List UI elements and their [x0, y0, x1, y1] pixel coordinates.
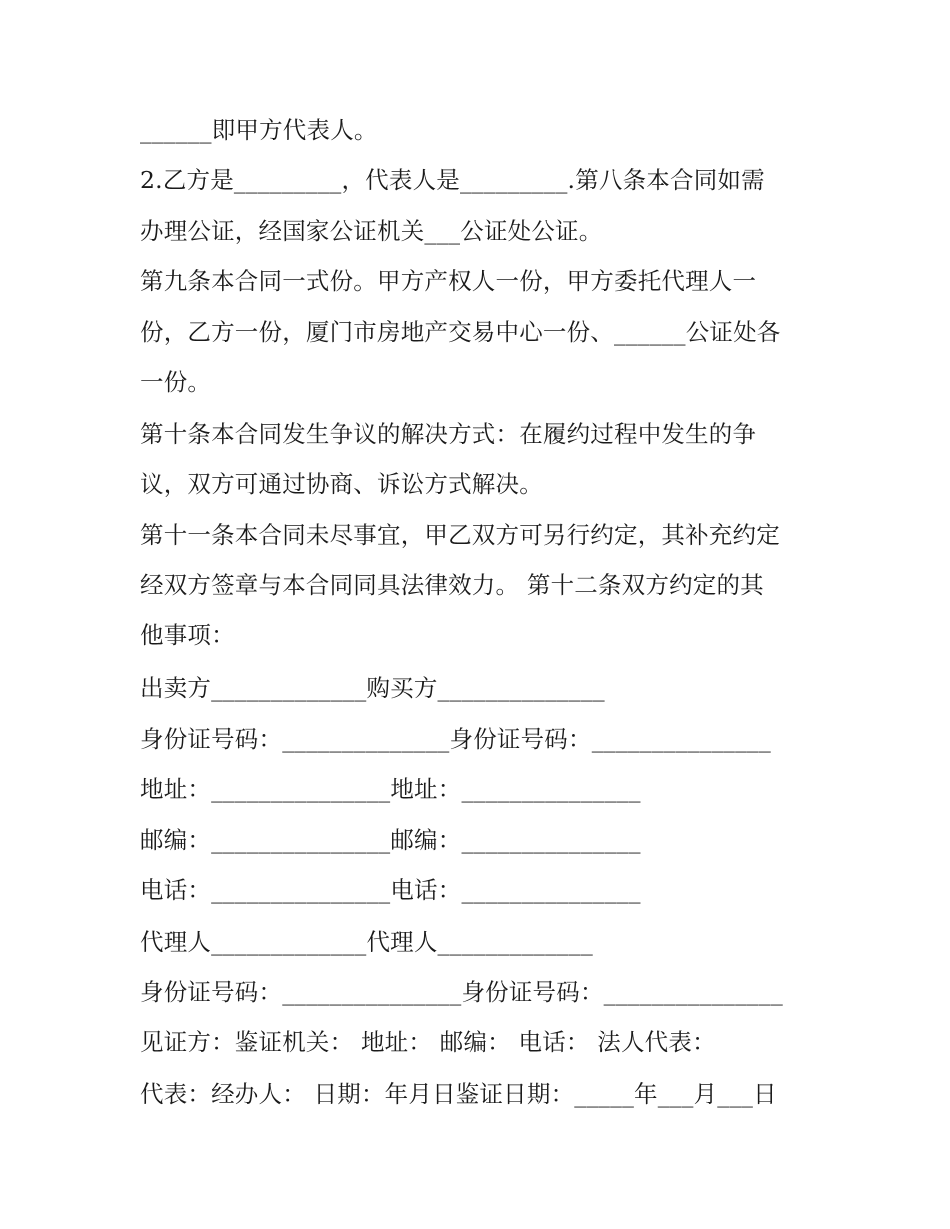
text-line-10: 经双方签章与本合同同具法律效力。 第十二条双方约定的其: [140, 571, 764, 599]
text-line-3: 办理公证，经国家公证机关___公证处公证。: [140, 217, 603, 245]
text-line-9: 第十一条本合同未尽事宜，甲乙双方可另行约定，其补充约定: [140, 521, 780, 549]
text-line-18: 身份证号码：_______________身份证号码：_______________: [140, 978, 783, 1006]
text-line-11: 他事项：: [140, 621, 235, 649]
text-line-20: 代表：经办人： 日期：年月日鉴证日期：_____年___月___日: [140, 1080, 777, 1108]
text-line-16: 电话：_______________电话：_______________: [140, 876, 641, 904]
text-line-1: ______即甲方代表人。: [140, 116, 378, 144]
text-line-15: 邮编：_______________邮编：_______________: [140, 826, 641, 854]
text-line-14: 地址：_______________地址：_______________: [140, 775, 641, 803]
text-line-6: 一份。: [140, 368, 212, 396]
text-line-17: 代理人_____________代理人_____________: [140, 928, 593, 956]
text-line-12: 出卖方_____________购买方______________: [140, 674, 605, 702]
text-line-5: 份，乙方一份，厦门市房地产交易中心一份、______公证处各: [140, 318, 781, 346]
text-line-2: 2.乙方是_________，代表人是_________.第八条本合同如需: [140, 166, 765, 194]
text-line-4: 第九条本合同一式份。甲方产权人一份，甲方委托代理人一: [140, 267, 757, 295]
text-line-8: 议，双方可通过协商、诉讼方式解决。: [140, 470, 543, 498]
text-line-19: 见证方：鉴证机关： 地址： 邮编： 电话： 法人代表：: [140, 1028, 716, 1056]
text-line-13: 身份证号码：______________身份证号码：_______________: [140, 725, 771, 753]
text-line-7: 第十条本合同发生争议的解决方式：在履约过程中发生的争: [140, 420, 757, 448]
